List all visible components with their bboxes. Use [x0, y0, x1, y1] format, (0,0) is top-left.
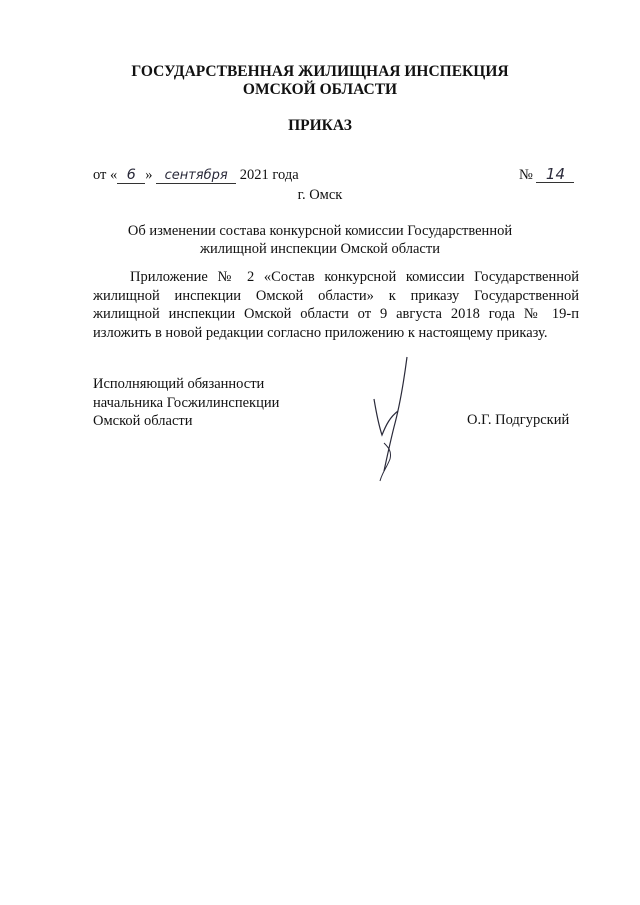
city: г. Омск: [297, 187, 343, 203]
order-date: [93, 167, 299, 184]
handwritten-signature: [360, 355, 420, 485]
date-suffix: 2021 года: [239, 167, 299, 183]
signatory-name: О.Г. Подгурский: [467, 412, 570, 428]
document-type: ПРИКАЗ: [288, 117, 352, 134]
signatory-title: [93, 375, 279, 431]
date-month-handwritten: сентября: [156, 168, 236, 184]
date-day-handwritten: 6: [117, 168, 145, 184]
date-mid: »: [145, 167, 153, 183]
order-body: Приложение № 2 «Состав конкурсной комиссии Государственной жилищной инспекции Омской области» к приказу Государственной жилищной инспекции Омской области от 9 августа 2018 года № 19-п изложить в новой редакции согласно приложению к настоящему приказу.: [93, 269, 579, 341]
organization-name-line1: ГОСУДАРСТВЕННАЯ ЖИЛИЩНАЯ ИНСПЕКЦИЯ: [131, 63, 509, 80]
signatory-title-line1: Исполняющий обязанности: [93, 376, 265, 392]
date-prefix: от «: [93, 167, 118, 183]
number-value-handwritten: 14: [536, 167, 574, 183]
order-number: [519, 167, 574, 184]
number-prefix: №: [519, 167, 533, 183]
subject-line2: жилищной инспекции Омской области: [200, 241, 440, 257]
subject-line1: Об изменении состава конкурсной комиссии Государственной: [127, 223, 513, 239]
signatory-title-line3: Омской области: [93, 413, 193, 429]
order-subject: [100, 222, 540, 258]
signatory-title-line2: начальника Госжилинспекции: [93, 394, 280, 411]
organization-name-line2: ОМСКОЙ ОБЛАСТИ: [242, 81, 398, 98]
